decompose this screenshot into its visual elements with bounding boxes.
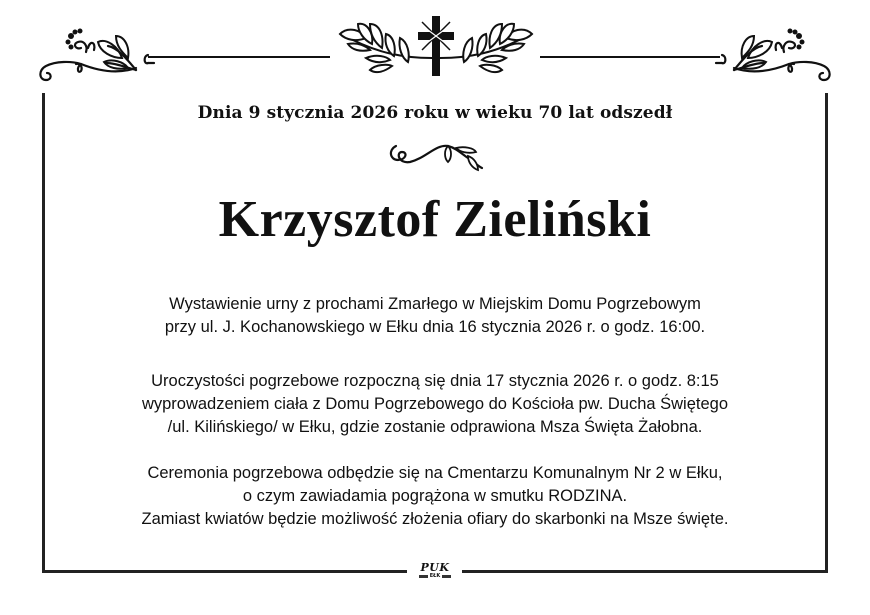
paragraph-funeral-ceremony [0,370,870,439]
logo-main-text: PUK [420,561,450,574]
death-announcement-headline: Dnia 9 stycznia 2026 roku w wieku 70 lat odszedł [197,103,673,123]
paragraph-line: Wystawienie urny z prochami Zmarłego w Miejskim Domu Pogrzebowym [169,295,701,313]
paragraph-line: wyprowadzeniem ciała z Domu Pogrzebowego do Kościoła pw. Ducha Świętego [141,395,729,413]
logo-bar-right [442,575,451,578]
paragraph-line: Uroczystości pogrzebowe rozpoczną się dnia 17 stycznia 2026 r. o godz. 8:15 [151,372,719,390]
frame-bottom-border-right [462,570,828,573]
logo-bar-left [419,575,428,578]
leaf-swirl-icon [386,140,486,174]
paragraph-line: przy ul. J. Kochanowskiego w Ełku dnia 16 stycznia 2026 r. o godz. 16:00. [164,318,706,336]
floral-corner-icon [36,18,156,88]
paragraph-line: Zamiast kwiatów będzie możliwość złożenia ofiary do skarbonki na Msze święte. [141,510,729,528]
top-rule-right [540,56,720,58]
paragraph-line: /ul. Kilińskiego/ w Ełku, gdzie zostanie odprawiona Msza Święta Żałobna. [167,418,703,436]
floral-corner-icon [714,18,834,88]
paragraph-urn-viewing [0,293,870,339]
paragraph-burial-info [0,462,870,531]
logo-sub [412,574,458,579]
paragraph-line: o czym zawiadamia pogrążona w smutku RODZINA. [242,487,628,505]
deceased-name: Krzysztof Zieliński [218,191,652,248]
cross-with-laurel-icon [336,14,536,80]
frame-bottom-border-left [42,570,407,573]
top-rule-left [148,56,330,58]
paragraph-line: Ceremonia pogrzebowa odbędzie się na Cmentarzu Komunalnym Nr 2 w Ełku, [147,464,723,482]
puk-elk-logo [412,562,458,579]
logo-sub-text: EŁK [429,573,441,579]
